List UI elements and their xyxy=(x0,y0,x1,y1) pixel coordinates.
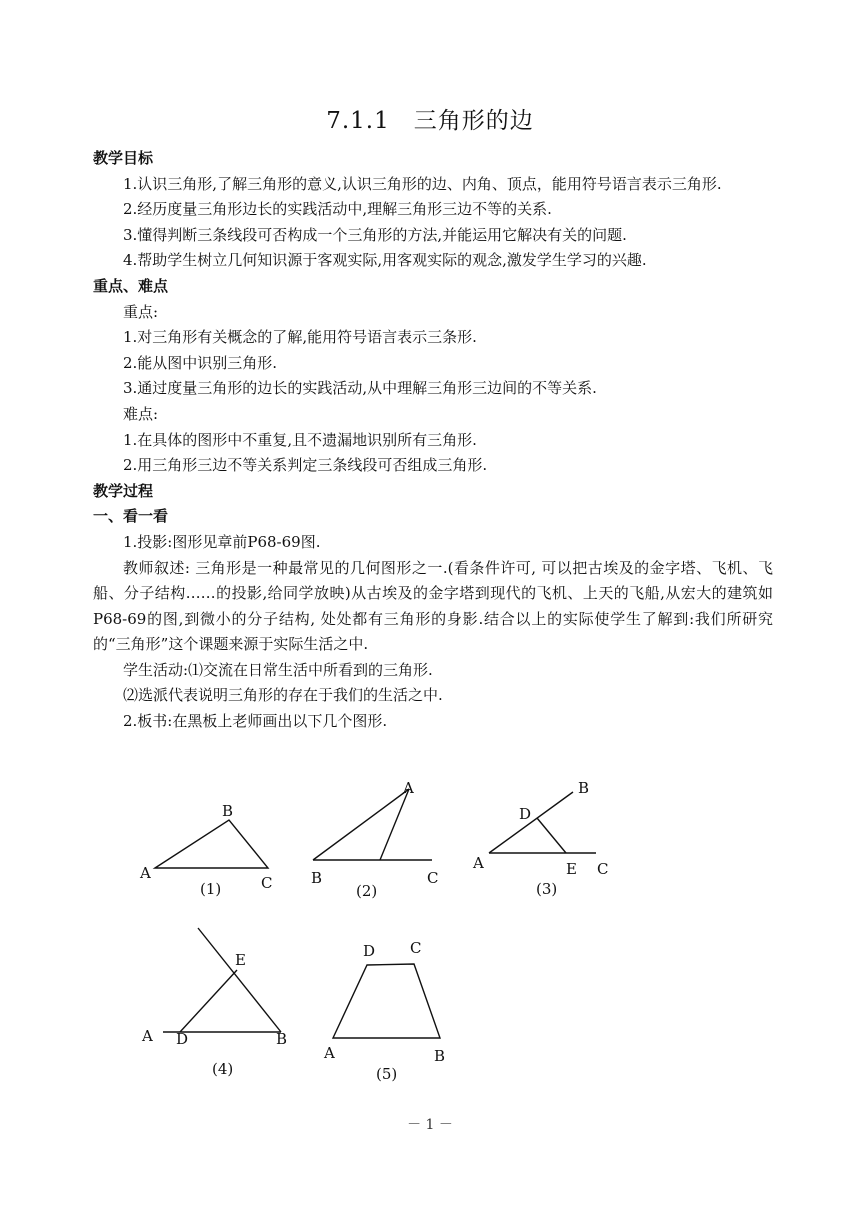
difficult-item: 1.在具体的图形中不重复,且不遗漏地识别所有三角形. xyxy=(123,430,477,449)
fig4-label-d: D xyxy=(176,1030,189,1048)
part1-item: 教师叙述: 三角形是一种最常见的几何图形之一.(看条件许可, 可以把古埃及的金字塔、飞机、飞船、分子结构……的投影,给同学放映)从古埃及的金字塔到现代的飞机、上天的飞船,从宏大的建筑如P68-69的图,到微小的分子结构, 处处都有三角形的身影.结合以上的实际使学生了解到:我们所研究的“三角形”这个课题来源于实际生活之中. xyxy=(93,558,773,654)
fig4-line-de xyxy=(180,970,237,1032)
part1-item: 1.投影:图形见章前P68-69图. xyxy=(123,532,321,551)
fig3-label-b: B xyxy=(578,779,590,797)
fig3-line-de xyxy=(537,818,566,853)
fig1-label-c: C xyxy=(261,874,273,892)
fig4-label-b: B xyxy=(276,1030,288,1048)
goal-item: 4.帮助学生树立几何知识源于客观实际,用客观实际的观念,激发学生学习的兴趣. xyxy=(123,251,647,270)
fig5-label-d: D xyxy=(363,942,376,960)
fig4-label-e: E xyxy=(235,951,246,969)
process-heading: 教学过程 xyxy=(93,481,154,500)
goal-item: 2.经历度量三角形边长的实践活动中,理解三角形三边不等的关系. xyxy=(123,200,552,219)
document-body xyxy=(93,146,773,735)
fig1-label-b: B xyxy=(222,802,234,820)
fig2-label-b: B xyxy=(311,869,323,887)
keypoints-heading: 重点、难点 xyxy=(93,276,169,295)
fig5-quadrilateral xyxy=(333,964,440,1038)
part1-heading: 一、看一看 xyxy=(93,507,169,526)
fig1-triangle xyxy=(155,820,268,868)
key-label: 重点: xyxy=(123,302,159,321)
figures-area xyxy=(0,760,860,1100)
fig4-caption: (4) xyxy=(212,1060,234,1078)
difficult-item: 2.用三角形三边不等关系判定三条线段可否组成三角形. xyxy=(123,456,488,475)
fig5-caption: (5) xyxy=(376,1065,398,1083)
geometry-figures xyxy=(0,760,860,1100)
part1-item: 学生活动:⑴交流在日常生活中所看到的三角形. xyxy=(123,660,433,679)
goal-item: 1.认识三角形,了解三角形的意义,认识三角形的边、内角、顶点，能用符号语言表示三角形. xyxy=(123,174,722,193)
fig2-label-a: A xyxy=(403,779,414,797)
key-item: 3.通过度量三角形的边长的实践活动,从中理解三角形三边间的不等关系. xyxy=(123,379,597,398)
page-title: 7.1.1 三角形的边 xyxy=(326,108,534,134)
page-number: － 1 － xyxy=(407,1117,453,1133)
fig3-label-a: A xyxy=(473,854,484,872)
fig1-label-a: A xyxy=(140,864,151,882)
key-item: 1.对三角形有关概念的了解,能用符号语言表示三条形. xyxy=(123,328,477,347)
fig2-caption: (2) xyxy=(356,882,378,900)
fig5-label-a: A xyxy=(324,1044,335,1062)
fig4-line-eb xyxy=(198,928,281,1032)
difficult-label: 难点: xyxy=(123,404,159,423)
fig4-label-a: A xyxy=(142,1027,153,1045)
fig1-caption: (1) xyxy=(200,880,222,898)
fig3-caption: (3) xyxy=(536,880,558,898)
fig3-label-e: E xyxy=(566,860,577,878)
fig5-label-c: C xyxy=(410,939,422,957)
fig3-label-c: C xyxy=(597,860,609,878)
fig5-label-b: B xyxy=(434,1047,446,1065)
goal-item: 3.懂得判断三条线段可否构成一个三角形的方法,并能运用它解决有关的问题. xyxy=(123,225,627,244)
fig2-label-c: C xyxy=(427,869,439,887)
goals-heading: 教学目标 xyxy=(93,149,154,167)
part1-item: ⑵选派代表说明三角形的存在于我们的生活之中. xyxy=(123,686,443,705)
key-item: 2.能从图中识别三角形. xyxy=(123,353,278,372)
part1-item: 2.板书:在黑板上老师画出以下几个图形. xyxy=(123,712,388,731)
fig3-label-d: D xyxy=(519,805,532,823)
